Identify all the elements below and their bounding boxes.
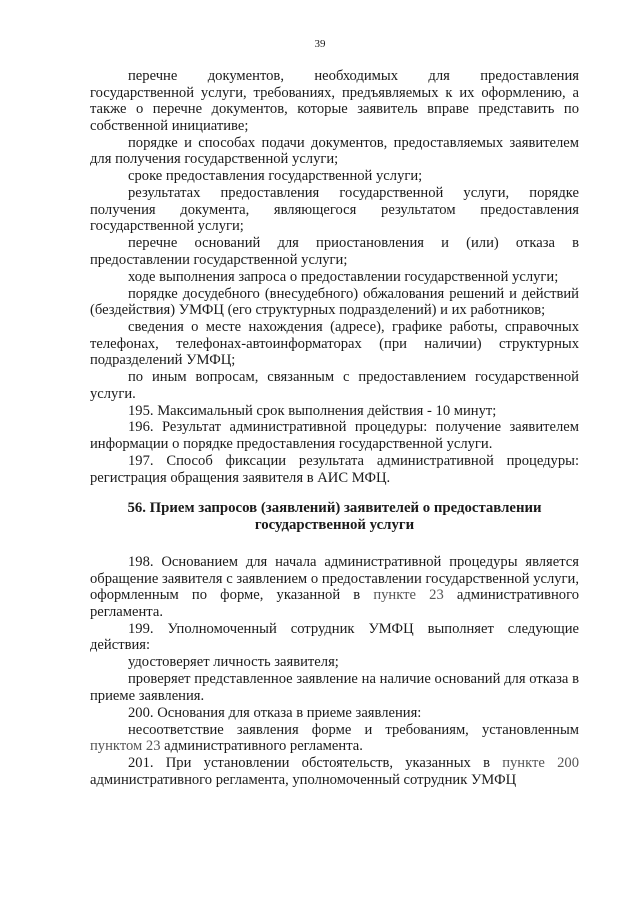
paragraph-200: 200. Основания для отказа в приеме заявления: (128, 704, 422, 721)
paragraph: сроке предоставления государственной услуги; (128, 168, 423, 185)
paragraph-201-text: 201. При установлении обстоятельств, указанных в (128, 755, 503, 772)
clause-reference: пунктом 23 (90, 738, 161, 755)
paragraph: порядке досудебного (внесудебного) обжалования решений и действий (бездействия) УМФЦ (его структурных подразделений) и их работников; (90, 285, 579, 319)
section-heading: 56. Прием запросов (заявлений) заявителей о предоставлении государственной услуги (127, 500, 542, 534)
consultation-topics-list (90, 68, 579, 486)
paragraph-200-item-tail: административного регламента. (160, 738, 363, 755)
paragraph: перечне оснований для приостановления и (или) отказа в предоставлении государственной услуги; (90, 235, 579, 268)
paragraph: по иным вопросам, связанным с предоставлением государственной услуги. (90, 369, 579, 402)
page-number: 39 (314, 38, 326, 50)
paragraph-198-tail: административного регламента. (90, 587, 579, 620)
paragraph-200-item-text: несоответствие заявления форме и требованиям, установленным (128, 721, 579, 738)
clause-reference: пункте 23 (373, 587, 444, 604)
clause-reference: пункте 200 (502, 755, 579, 772)
paragraph-199-item-2: проверяет представленное заявление на наличие оснований для отказа в приеме заявления. (90, 671, 579, 704)
paragraph-201 (90, 755, 579, 788)
paragraph-201-tail: административного регламента, уполномоченный сотрудник УМФЦ (90, 771, 517, 788)
document-body (90, 68, 579, 789)
paragraph: 197. Способ фиксации результата административной процедуры: регистрация обращения заявителя в АИС МФЦ. (90, 452, 579, 486)
paragraph: порядке и способах подачи документов, предоставляемых заявителем для получения государственной услуги; (90, 134, 579, 168)
paragraph: 196. Результат административной процедуры: получение заявителем информации о порядке предоставления государственной услуги. (90, 419, 579, 453)
paragraph: 195. Максимальный срок выполнения действия - 10 минут; (128, 402, 497, 419)
paragraph: сведения о месте нахождения (адресе), графике работы, справочных телефонах, телефонах-автоинформаторах (при наличии) структурных подразделений УМФЦ; (90, 318, 579, 369)
paragraph: результатах предоставления государственной услуги, порядке получения документа, являющегося результатом предоставления государственной услуги; (90, 185, 579, 235)
paragraph-198-text: 198. Основанием для начала административной процедуры является обращение заявителя с заявлением о предоставлении государственной услуги, оформленным по форме, указанной в (90, 554, 579, 604)
paragraph-199: 199. Уполномоченный сотрудник УМФЦ выполняет следующие действия: (90, 620, 579, 654)
paragraph: перечне документов, необходимых для предоставления государственной услуги, требованиях, предъявляемых к их оформлению, а также о перечне документов, которые заявитель вправе представить по собственной инициативе; (90, 68, 579, 134)
paragraph-198 (90, 554, 579, 620)
paragraph: ходе выполнения запроса о предоставлении государственной услуги; (128, 268, 559, 285)
paragraph-200-item (90, 722, 579, 755)
paragraph-199-item-1: удостоверяет личность заявителя; (128, 654, 339, 671)
